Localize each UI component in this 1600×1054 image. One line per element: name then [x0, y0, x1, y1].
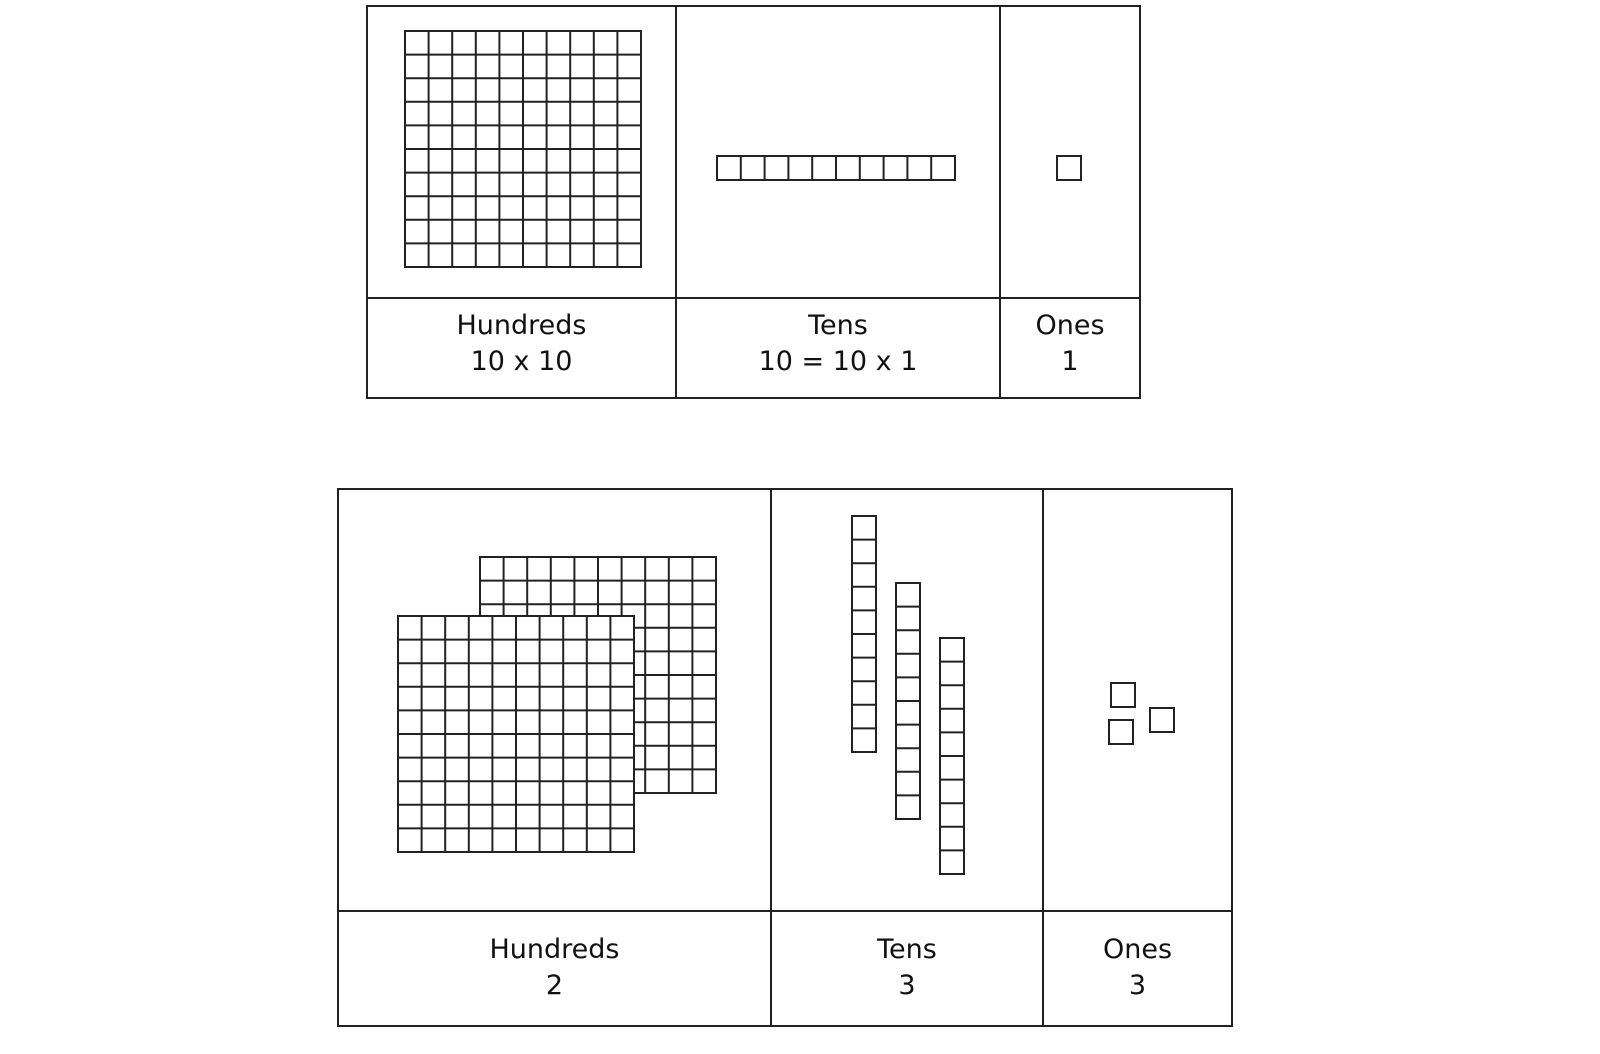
example-hundreds-value: 2	[545, 970, 564, 1001]
reference-ones-label	[1000, 308, 1140, 380]
example-ten-rod	[940, 638, 964, 874]
example-ten-rod	[852, 516, 876, 752]
reference-ten-rod	[717, 156, 955, 180]
example-base-ten-blocks	[398, 516, 1174, 874]
reference-one-unit	[1057, 156, 1081, 180]
example-ones-title: Ones	[1102, 934, 1173, 965]
reference-ones-title: Ones	[1035, 310, 1105, 341]
example-hundred-flat	[398, 616, 634, 852]
example-ones-label	[1043, 932, 1232, 1004]
reference-base-ten-blocks	[405, 31, 1081, 267]
example-one-unit	[1109, 720, 1133, 744]
example-tens-title: Tens	[877, 934, 937, 965]
example-tens-label	[771, 932, 1043, 1004]
reference-hundreds-title: Hundreds	[456, 310, 587, 341]
example-hundreds-title: Hundreds	[489, 934, 620, 965]
example-tens-value: 3	[898, 970, 916, 1001]
example-one-unit	[1150, 708, 1174, 732]
example-one-unit	[1111, 683, 1135, 707]
reference-tens-title: Tens	[808, 310, 868, 341]
reference-ones-value: 1	[1061, 346, 1079, 377]
reference-hundred-flat	[405, 31, 641, 267]
reference-hundreds-label	[367, 308, 676, 380]
reference-tens-label	[676, 308, 1000, 380]
example-ones-value: 3	[1128, 970, 1147, 1001]
reference-hundreds-value: 10 x 10	[470, 346, 573, 377]
reference-tens-value: 10 = 10 x 1	[758, 346, 918, 377]
example-hundreds-label	[338, 932, 771, 1004]
example-ten-rod	[896, 583, 920, 819]
